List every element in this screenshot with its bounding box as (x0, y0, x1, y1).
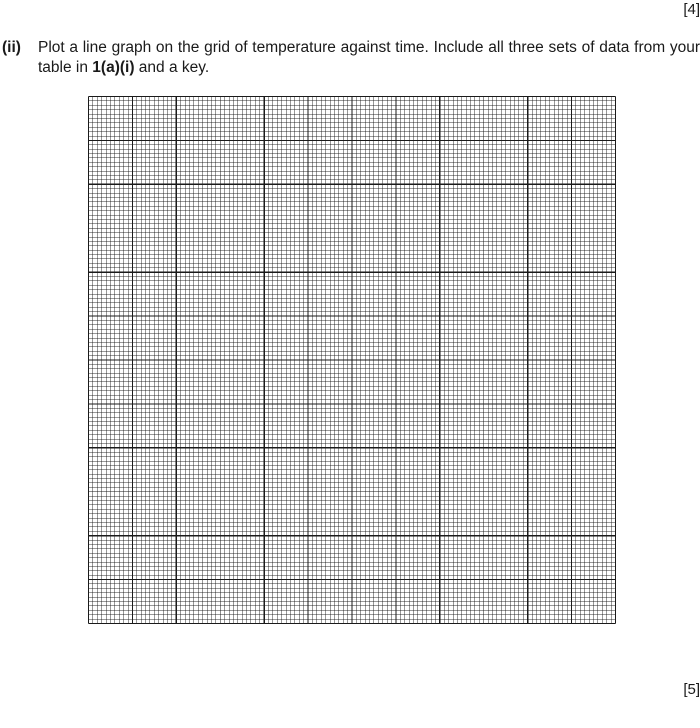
graph-paper[interactable] (88, 96, 616, 624)
question-number: (ii) (2, 39, 21, 56)
question-text (38, 38, 700, 78)
marks-bottom: [5] (683, 681, 700, 698)
graph-grid[interactable] (88, 96, 616, 624)
marks-top: [4] (683, 1, 700, 18)
question-text-after: and a key. (134, 59, 210, 76)
question-ii (2, 38, 700, 78)
question-text-before: Plot a line graph on the grid of temperature against time. Include all three sets of data from your table in (38, 39, 700, 76)
question-reference: 1(a)(i) (92, 59, 135, 76)
